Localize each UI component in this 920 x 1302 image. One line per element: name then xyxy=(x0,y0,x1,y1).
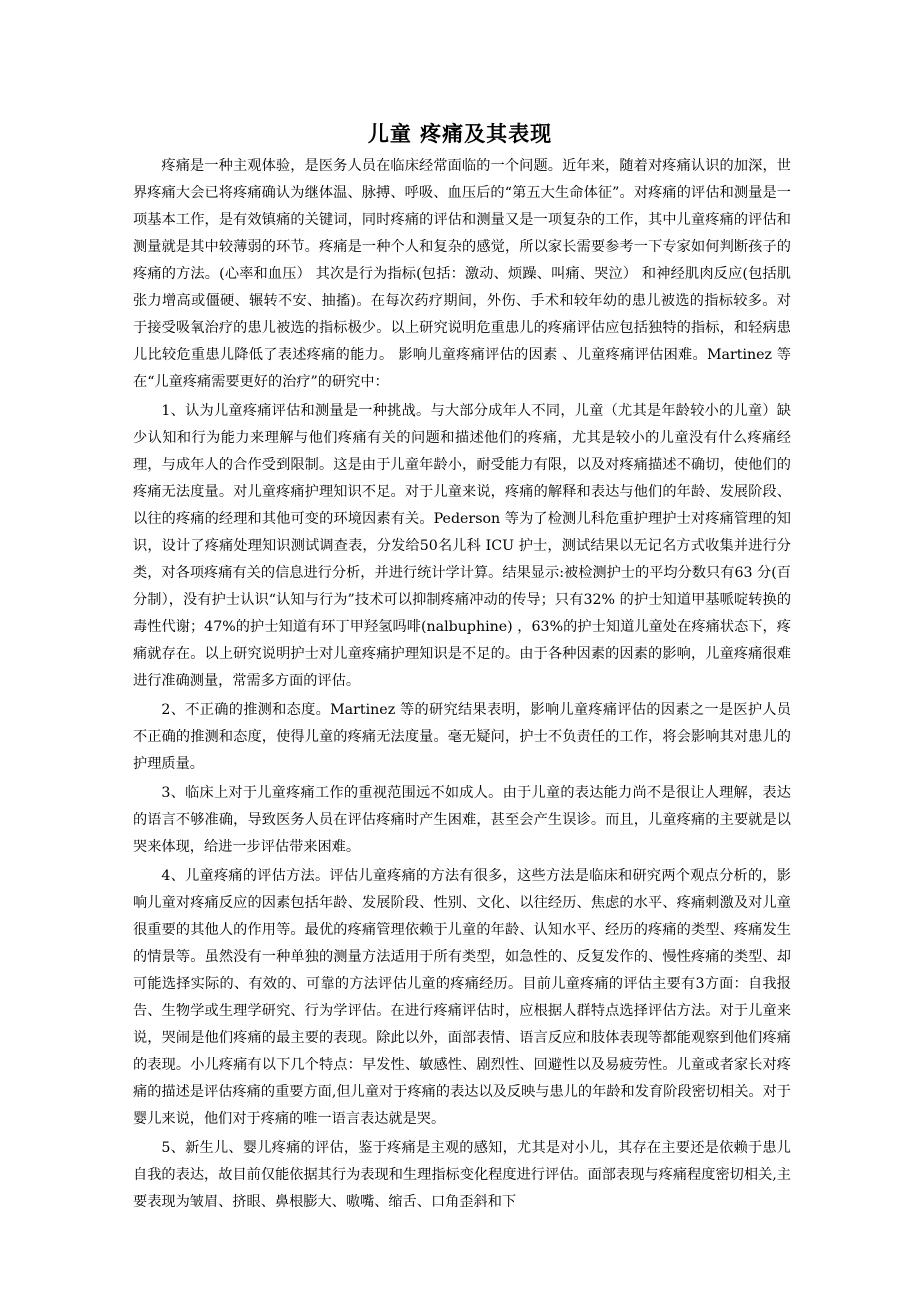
paragraph: 2、不正确的推测和态度。Martinez 等的研究结果表明，影响儿童疼痛评估的因素之一是医护人员不正确的推测和态度，使得儿童的疼痛无法度量。毫无疑问，护士不负责任的工作，将会影响其对患儿的护理质量。 xyxy=(133,702,791,772)
document-title: 儿童 疼痛及其表现 xyxy=(367,121,553,146)
paragraph: 5、新生儿、婴儿疼痛的评估，鉴于疼痛是主观的感知，尤其是对小儿，其存在主要还是依赖于患儿自我的表达，故目前仅能依据其行为表现和生理指标变化程度进行评估。面部表现与疼痛程度密切相关,主要表现为皱眉、挤眼、鼻根膨大、嗷嘴、缩舌、口角歪斜和下 xyxy=(133,1140,791,1210)
paragraph: 1、认为儿童疼痛评估和测量是一种挑战。与大部分成年人不同，儿童（尤其是年龄较小的儿童）缺少认知和行为能力来理解与他们疼痛有关的问题和描述他们的疼痛，尤其是较小的儿童没有什么疼痛经理，与成年人的合作受到限制。这是由于儿童年龄小，耐受能力有限，以及对疼痛描述不确切，使他们的疼痛无法度量。对儿童疼痛护理知识不足。对于儿童来说，疼痛的解释和表达与他们的年龄、发展阶段、以往的疼痛的经理和其他可变的环境因素有关。Pederson 等为了检测儿科危重护理护士对疼痛管理的知识，设计了疼痛处理知识测试调查表，分发给50名儿科 ICU 护士，测试结果以无记名方式收集并进行分类，对各项疼痛有关的信息进行分析，并进行统计学计算。结果显示:被检测护士的平均分数只有63 分(百分制），没有护士认识“认知与行为”技术可以抑制疼痛冲动的传导；只有32% 的护士知道甲基哌啶转换的毒性代谢；47%的护士知道有环丁甲羟氢吗啡(nalbuphine) ，63%的护士知道儿童处在疼痛状态下，疼痛就存在。以上研究说明护士对儿童疼痛护理知识是不足的。由于各种因素的因素的影响，儿童疼痛很难进行准确测量，常需多方面的评估。 xyxy=(133,403,792,689)
paragraph: 疼痛是一种主观体验，是医务人员在临床经常面临的一个问题。近年来，随着对疼痛认识的加深，世界疼痛大会已将疼痛确认为继体温、脉搏、呼吸、血压后的“第五大生命体征”。对疼痛的评估和测量是一项基本工作，是有效镇痛的关键词，同时疼痛的评估和测量又是一项复杂的工作，其中儿童疼痛的评估和测量就是其中较薄弱的环节。疼痛是一种个人和复杂的感觉，所以家长需要参考一下专家如何判断孩子的疼痛的方法。(心率和血压） 其次是行为指标(包括：激动、烦躁、叫痛、哭泣） 和神经肌肉反应(包括肌张力增高或僵硬、辗转不安、抽搐)。在每次药疗期间，外伤、手术和较年幼的患儿被选的指标较多。对于接受吸氧治疗的患儿被选的指标极少。以上研究说明危重患儿的疼痛评估应包括独特的指标，和轻病患儿比较危重患儿降低了表述疼痛的能力。 影响儿童疼痛评估的因素 、儿童疼痛评估困难。Martinez 等在“儿童疼痛需要更好的治疗”的研究中： xyxy=(133,158,791,390)
document-body xyxy=(133,153,791,1218)
paragraph: 4、儿童疼痛的评估方法。评估儿童疼痛的方法有很多，这些方法是临床和研究两个观点分析的，影响儿童对疼痛反应的因素包括年龄、发展阶段、性别、文化、以往经历、焦虑的水平、疼痛刺激及对儿童很重要的其他人的作用等。最优的疼痛管理依赖于儿童的年龄、认知水平、经历的疼痛的类型、疼痛发生的情景等。虽然没有一种单独的测量方法适用于所有类型，如急性的、反复发作的、慢性疼痛的类型、却可能选择实际的、有效的、可靠的方法评估儿童的疼痛经历。目前儿童疼痛的评估主要有3方面：自我报告、生物学或生理学研究、行为学评估。在进行疼痛评估时，应根据人群特点选择评估方法。对于儿童来说，哭闹是他们疼痛的最主要的表现。除此以外，面部表情、语言反应和肢体表现等都能观察到他们疼痛的表现。小儿疼痛有以下几个特点：早发性、敏感性、剧烈性、回避性以及易疲劳性。儿童或者家长对疼痛的描述是评估疼痛的重要方面,但儿童对于疼痛的表达以及反映与患儿的年龄和发育阶段密切相关。对于婴儿来说，他们对于疼痛的唯一语言表达就是哭。 xyxy=(133,868,791,1127)
paragraph: 3、临床上对于儿童疼痛工作的重视范围远不如成人。由于儿童的表达能力尚不是很让人理解，表达的语言不够准确，导致医务人员在评估疼痛时产生困难，甚至会产生误诊。而且，儿童疼痛的主要就是以哭来体现，给进一步评估带来困难。 xyxy=(133,785,791,855)
